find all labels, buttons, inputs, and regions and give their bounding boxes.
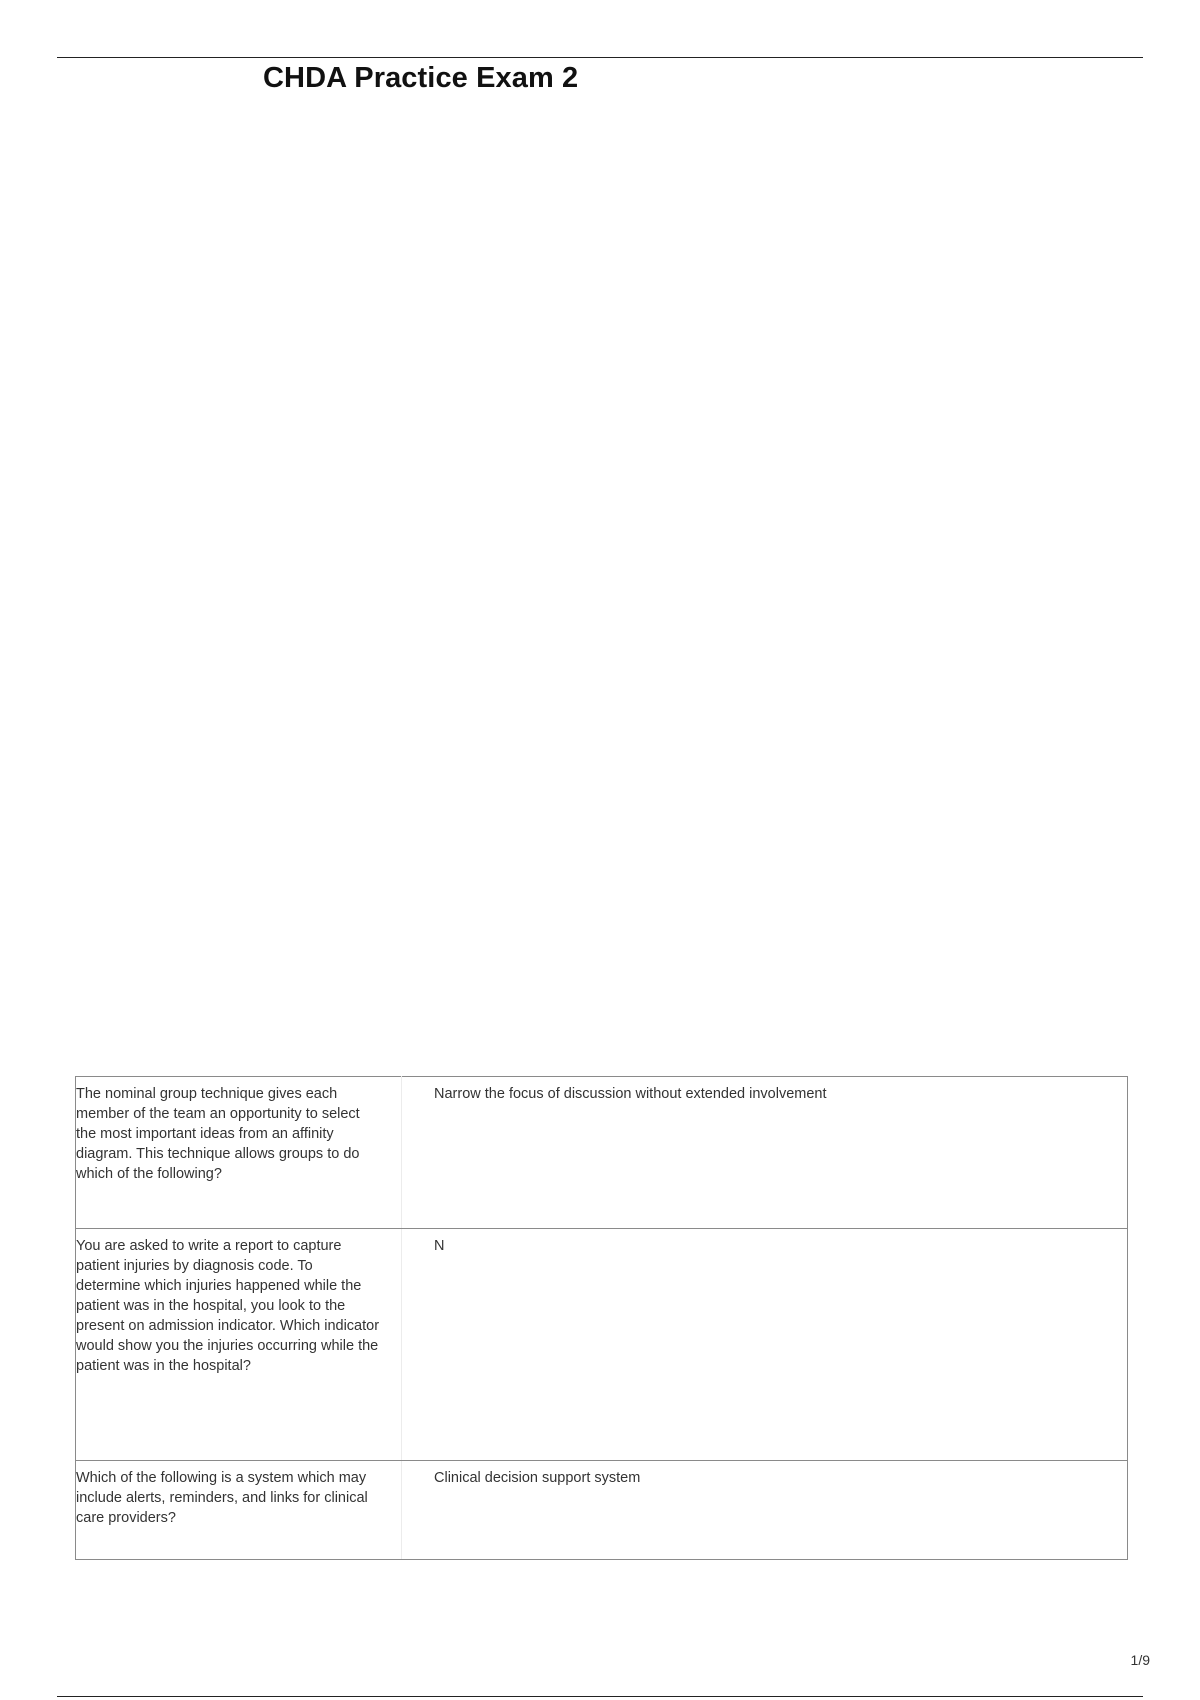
- bottom-rule: [57, 1696, 1143, 1697]
- document-title: CHDA Practice Exam 2: [263, 62, 579, 94]
- answer-text: N: [434, 1238, 445, 1254]
- answer-cell: [402, 1461, 1128, 1560]
- question-cell: [76, 1077, 402, 1229]
- question-cell: [76, 1229, 402, 1461]
- page-number: 1/9: [1130, 1652, 1150, 1668]
- answer-cell: [402, 1229, 1128, 1461]
- answer-text: Narrow the focus of discussion without extended involvement: [434, 1086, 827, 1102]
- table-row: [76, 1461, 1128, 1560]
- question-text: Which of the following is a system which may include alerts, reminders, and links for clinical care providers?: [76, 1470, 368, 1526]
- answer-cell: [402, 1077, 1128, 1229]
- question-cell: [76, 1461, 402, 1560]
- top-rule: [57, 57, 1143, 58]
- answer-text: Clinical decision support system: [434, 1470, 641, 1486]
- table-row: [76, 1229, 1128, 1461]
- question-text: You are asked to write a report to capture patient injuries by diagnosis code. To determine which injuries happened while the patient was in the hospital, you look to the present on admission indicator. Which indicator would show you the injuries occurring while the patient was in the hospital?: [76, 1238, 380, 1374]
- question-text: The nominal group technique gives each member of the team an opportunity to select the most important ideas from an affinity diagram. This technique allows groups to do which of the following?: [76, 1086, 360, 1182]
- table-row: [76, 1077, 1128, 1229]
- flashcard-table: [75, 1076, 1128, 1560]
